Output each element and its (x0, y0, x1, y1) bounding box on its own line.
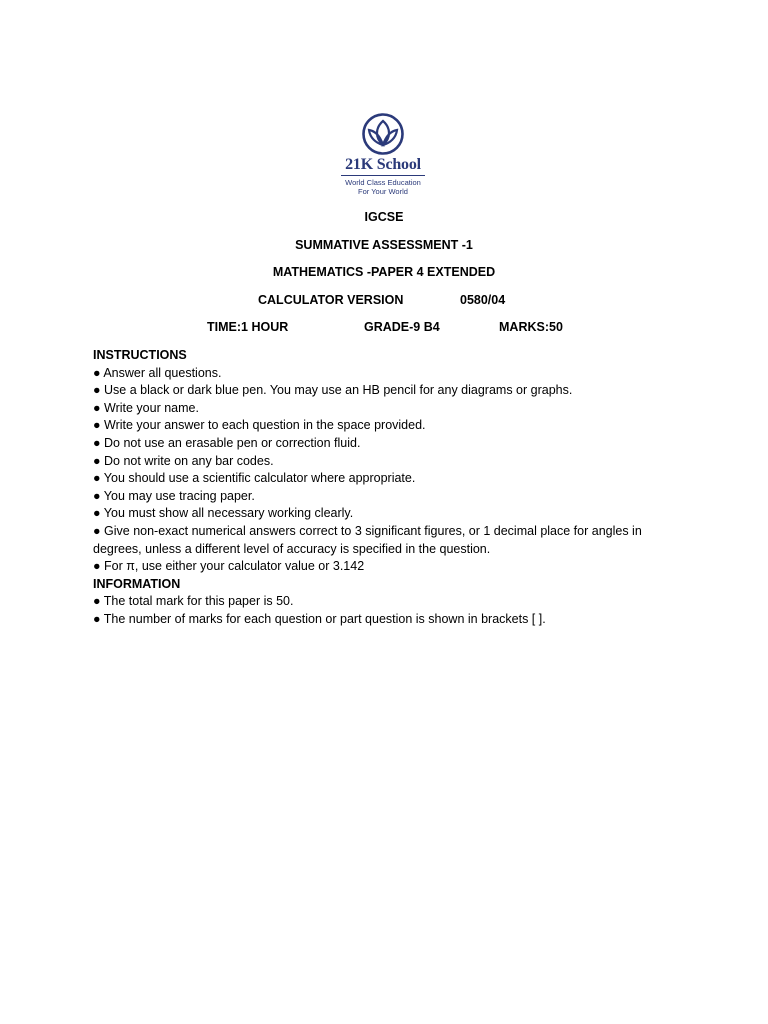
instruction-item: ● Give non-exact numerical answers correct to 3 significant figures, or 1 decimal place for angles in degrees, unless a different level of accuracy is specified in the question. (93, 523, 642, 556)
information-item: ● The total mark for this paper is 50. (93, 594, 294, 609)
school-tagline-2: For Your World (358, 187, 408, 196)
subject-title: MATHEMATICS -PAPER 4 EXTENDED (272, 265, 496, 279)
school-logo (333, 112, 433, 202)
total-marks: MARKS:50 (499, 320, 563, 334)
instruction-item: ● Write your name. (93, 400, 199, 415)
information-heading: INFORMATION (93, 576, 181, 591)
instructions-block (93, 347, 673, 629)
instruction-item: ● You may use tracing paper. (93, 488, 255, 503)
instruction-item: ● For π, use either your calculator value or 3.142 (93, 559, 365, 574)
grade-label: GRADE-9 B4 (364, 320, 440, 334)
instruction-item: ● You must show all necessary working clearly. (93, 506, 354, 521)
exam-board: IGCSE (364, 210, 404, 224)
instruction-item: ● You should use a scientific calculator where appropriate. (93, 471, 416, 486)
assessment-title: SUMMATIVE ASSESSMENT -1 (295, 238, 473, 252)
lotus-icon (361, 112, 405, 156)
instruction-item: ● Write your answer to each question in the space provided. (93, 418, 426, 433)
calculator-version: CALCULATOR VERSION (258, 293, 404, 307)
instructions-heading: INSTRUCTIONS (93, 348, 187, 362)
information-item: ● The number of marks for each question or part question is shown in brackets [ ]. (93, 611, 546, 626)
school-tagline-1: World Class Education (345, 178, 421, 187)
instruction-item: ● Answer all questions. (93, 365, 222, 380)
exam-time: TIME:1 HOUR (207, 320, 289, 334)
logo-divider (341, 175, 425, 176)
instruction-item: ● Do not use an erasable pen or correction fluid. (93, 435, 361, 450)
instruction-item: ● Use a black or dark blue pen. You may use an HB pencil for any diagrams or graphs. (93, 383, 573, 398)
instruction-item: ● Do not write on any bar codes. (93, 453, 274, 468)
school-name: 21K School (345, 156, 421, 173)
paper-code: 0580/04 (460, 293, 506, 307)
